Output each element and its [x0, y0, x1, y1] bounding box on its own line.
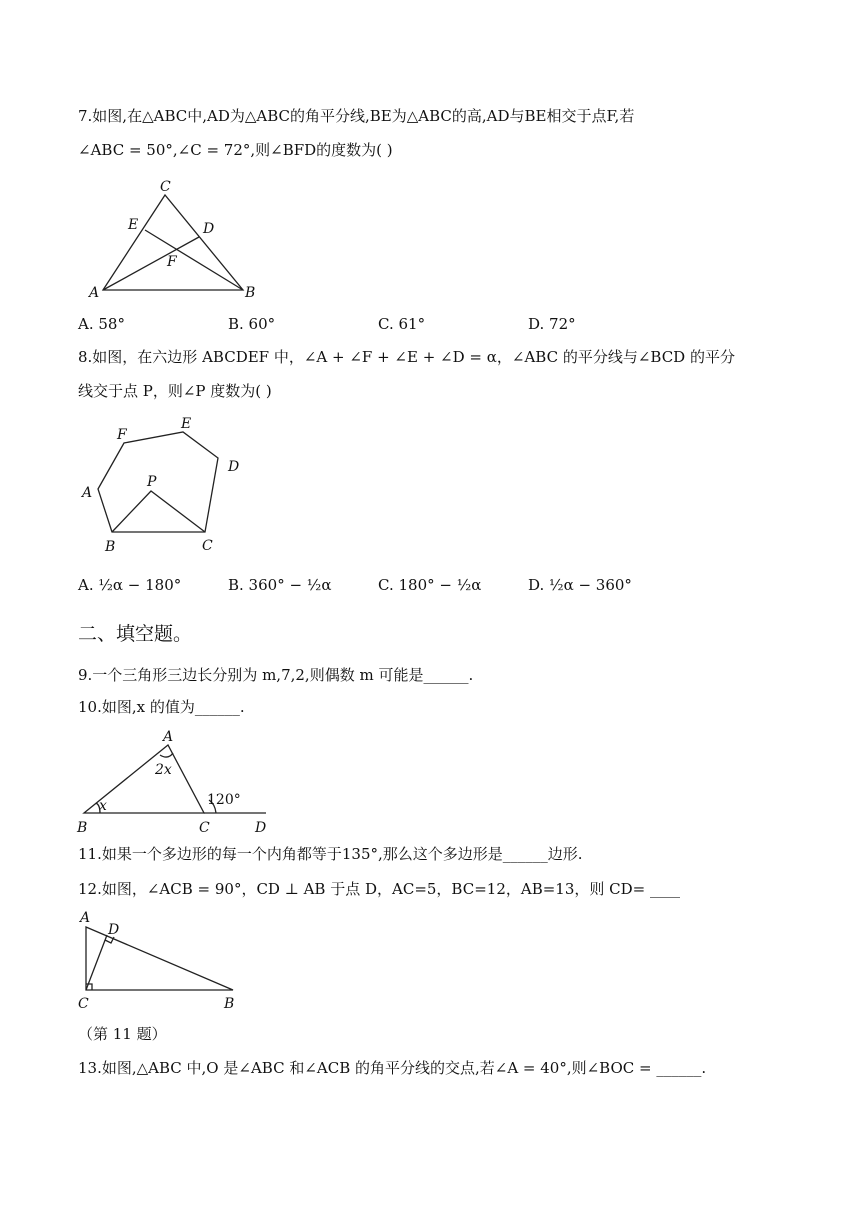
q10-label-angle-ext: 120°: [207, 792, 241, 808]
q7-option-b: B. 60°: [228, 315, 276, 333]
q9-text: 9.一个三角形三边长分别为 m,7,2,则偶数 m 可能是______.: [78, 666, 474, 684]
q7-text-line1: 7.如图,在△ABC中,AD为△ABC的角平分线,BE为△ABC的高,AD与BE相交于点F,若: [78, 107, 635, 125]
q8-option-d: D. ½α − 360°: [528, 576, 632, 594]
q8-option-b: B. 360° − ½α: [228, 576, 332, 594]
q8-label-p: P: [147, 474, 157, 490]
q7-label-c: C: [160, 179, 171, 195]
q12-altitude-cd: [86, 935, 107, 990]
q8-text-line1: 8.如图，在六边形 ABCDEF 中，∠A + ∠F + ∠E + ∠D = α，∠ABC 的平分线与∠BCD 的平分: [78, 348, 735, 366]
q7-option-a: A. 58°: [78, 315, 125, 333]
q12-caption: （第 11 题）: [78, 1025, 167, 1043]
q10-label-d: D: [255, 820, 267, 836]
q7-label-d: D: [203, 221, 215, 237]
section-title-fill-in: 二、填空题。: [78, 623, 193, 645]
q8-label-b: B: [105, 539, 116, 555]
q7-label-b: B: [245, 285, 256, 301]
q8-option-a: A. ½α − 180°: [78, 576, 182, 594]
q7-text-line2: ∠ABC = 50°,∠C = 72°,则∠BFD的度数为( ): [78, 141, 393, 159]
q13-text: 13.如图,△ABC 中,O 是∠ABC 和∠ACB 的角平分线的交点,若∠A = 40°,则∠BOC = ______.: [78, 1059, 707, 1077]
q7-label-f: F: [167, 254, 177, 270]
q8-text-line2: 线交于点 P，则∠P 度数为( ): [78, 382, 272, 400]
q8-label-a: A: [82, 485, 93, 501]
q7-label-a: A: [89, 285, 100, 301]
q8-label-e: E: [181, 416, 192, 432]
q8-label-d: D: [228, 459, 240, 475]
q11-text: 11.如果一个多边形的每一个内角都等于135°,那么这个多边形是______边形.: [78, 845, 583, 863]
q7-option-d: D. 72°: [528, 315, 576, 333]
q8-label-f: F: [117, 427, 127, 443]
q8-option-c: C. 180° − ½α: [378, 576, 482, 594]
q10-text: 10.如图,x 的值为______.: [78, 698, 245, 716]
q12-label-a: A: [80, 910, 91, 926]
q12-label-d: D: [108, 922, 120, 938]
q12-label-b: B: [224, 996, 235, 1012]
q10-label-a: A: [163, 729, 174, 745]
q10-label-b: B: [77, 820, 88, 836]
q7-option-c: C. 61°: [378, 315, 426, 333]
q10-label-c: C: [199, 820, 210, 836]
q8-label-c: C: [202, 538, 213, 554]
q10-label-angle-b: x: [99, 798, 107, 814]
q12-text: 12.如图，∠ACB = 90°，CD ⊥ AB 于点 D，AC=5，BC=12，AB=13，则 CD= ____: [78, 880, 680, 898]
q12-label-c: C: [78, 996, 89, 1012]
q7-label-e: E: [128, 217, 139, 233]
q10-label-angle-a: 2x: [155, 762, 172, 778]
